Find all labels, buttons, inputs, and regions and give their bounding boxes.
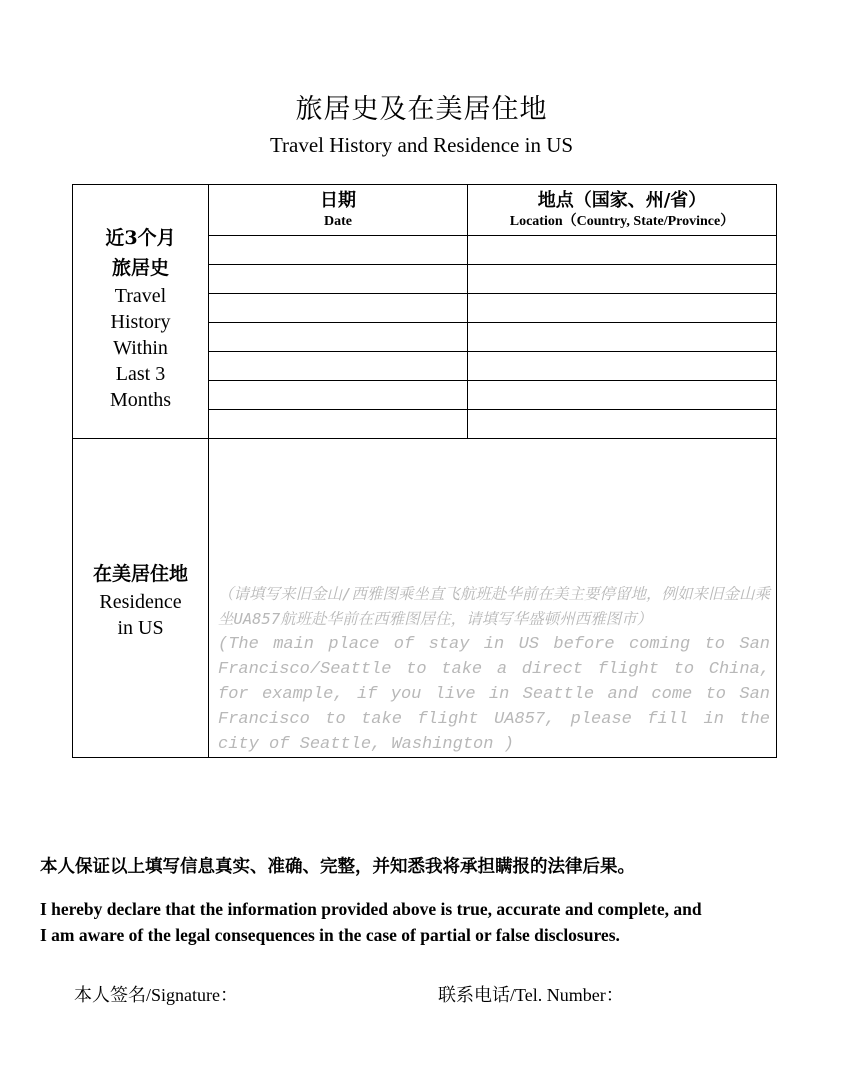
telephone-label-cn: 联系电话 [438,985,510,1006]
location-input-cell[interactable] [468,265,777,294]
location-input-cell[interactable] [468,381,777,410]
residence-label-cn: 在美居住地 [92,563,188,585]
declaration-english [40,896,800,948]
telephone-label-en: /Tel. Number： [510,985,624,1005]
location-input-cell[interactable] [468,352,777,381]
location-input-cell[interactable] [468,410,777,439]
residence-input-cell[interactable] [209,439,777,758]
declaration-chinese: 本人保证以上填写信息真实、准确、完整，并知悉我将承担瞒报的法律后果。 [40,857,635,877]
travel-history-label-en-1: Travel [114,285,167,307]
residence-label-en-2: in US [117,617,164,639]
travel-history-label-en-2: History [110,311,171,333]
residence-hint [209,582,776,757]
travel-residence-table [72,184,777,758]
travel-history-label-cell [73,185,209,439]
date-header-en: Date [324,214,352,229]
form-title-english: Travel History and Residence in US [269,133,574,157]
travel-history-label-en-5: Months [109,389,172,411]
residence-hint-en: (The main place of stay in US before coming to San Francisco/Seattle to take a direct flight to China, for example, if you live in Seattle and come to San Francisco to take flight UA857, please fill in the city of Seattle, Washington ) [218,635,770,754]
date-header-cn: 日期 [320,190,356,211]
signature-label-en: /Signature： [146,985,238,1005]
location-header-en: Location（Country, State/Province） [509,214,735,229]
date-column-header [209,185,468,236]
location-input-cell[interactable] [468,294,777,323]
form-title-chinese: 旅居史及在美居住地 [295,94,548,125]
date-input-cell[interactable] [209,352,468,381]
residence-label-en-1: Residence [99,591,182,613]
date-input-cell[interactable] [209,410,468,439]
date-input-cell[interactable] [209,236,468,265]
location-header-cn: 地点（国家、州/省） [537,190,707,211]
travel-history-label-cn-1: 近3个月 [105,227,176,249]
signature-field[interactable] [74,982,238,1009]
travel-history-label-cn-2: 旅居史 [111,257,169,279]
date-input-cell[interactable] [209,323,468,352]
residence-label-cell [73,439,209,758]
location-input-cell[interactable] [468,236,777,265]
location-input-cell[interactable] [468,323,777,352]
declaration-english-line-2: I am aware of the legal consequences in the case of partial or false disclosures. [40,925,620,945]
telephone-field[interactable] [438,982,624,1009]
residence-hint-cn: （请填写来旧金山/西雅图乘坐直飞航班赴华前在美主要停留地，例如来旧金山乘坐UA857航班赴华前在西雅图居住，请填写华盛顿州西雅图市） [218,585,770,628]
date-input-cell[interactable] [209,294,468,323]
travel-history-label-en-3: Within [113,337,168,359]
signature-label-cn: 本人签名 [74,985,146,1006]
travel-history-label-en-4: Last 3 [115,363,166,385]
date-input-cell[interactable] [209,265,468,294]
location-column-header [468,185,777,236]
date-input-cell[interactable] [209,381,468,410]
declaration-english-line-1: I hereby declare that the information provided above is true, accurate and complete, and [40,899,702,919]
